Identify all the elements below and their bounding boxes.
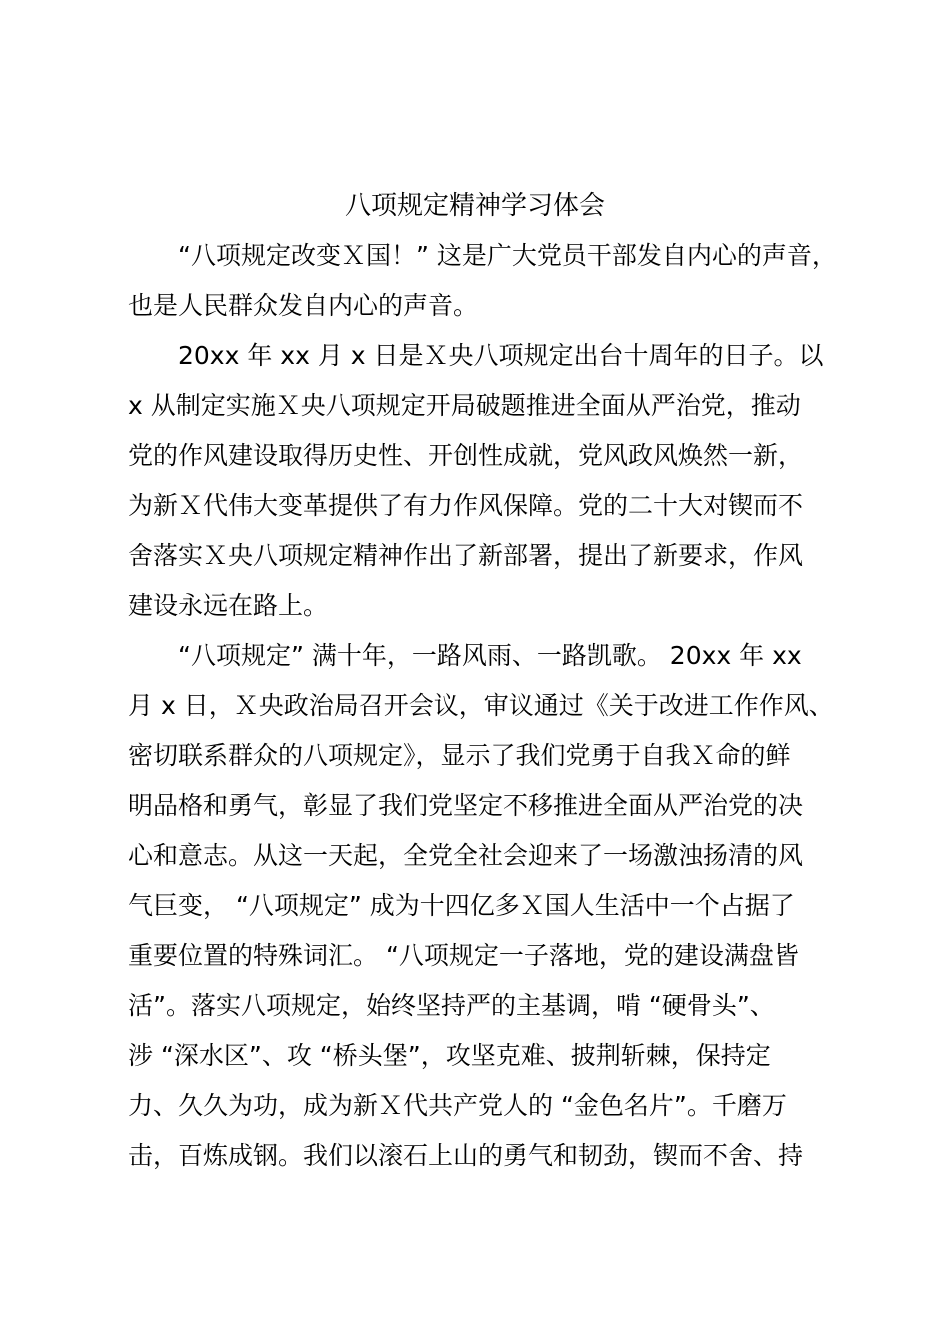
paragraph-line: 重要位置的特殊词汇。 “八项规定一子落地，党的建设满盘皆 [128,941,799,970]
paragraph-line: 为新Ｘ代伟大变革提供了有力作风保障。党的二十大对锲而不 [128,491,804,520]
paragraph-line: “八项规定” 满十年，一路风雨、一路凯歌。 20xx 年 xx [178,641,802,670]
document-body [128,231,837,1181]
paragraph-line: 也是人民群众发自内心的声音。 [128,291,479,320]
paragraph-line: 心和意志。从这一天起，全党全社会迎来了一场激浊扬清的风 [128,841,804,870]
paragraph-3 [128,631,834,1181]
paragraph-line: 击，百炼成钢。我们以滚石上山的勇气和韧劲，锲而不舍、持 [128,1141,804,1170]
paragraph-line: 气巨变， “八项规定” 成为十四亿多Ｘ国人生活中一个占据了 [128,891,795,920]
paragraph-line: 舍落实Ｘ央八项规定精神作出了新部署，提出了新要求，作风 [128,541,804,570]
document-title: 八项规定精神学习体会 [344,191,605,221]
paragraph-line: 密切联系群众的八项规定》，显示了我们党勇于自我Ｘ命的鲜 [128,741,791,770]
paragraph-line: 20xx 年 xx 月 x 日是Ｘ央八项规定出台十周年的日子。以 [178,341,824,370]
paragraph-line: 活”。落实八项规定，始终坚持严的主基调，啃 “硬骨头”、 [128,991,775,1020]
paragraph-line: 月 x 日，Ｘ央政治局召开会议，审议通过《关于改进工作作风、 [128,691,834,720]
paragraph-line: 力、久久为功，成为新Ｘ代共产党人的 “金色名片”。千磨万 [128,1091,787,1120]
paragraph-line: x 从制定实施Ｘ央八项规定开局破题推进全面从严治党，推动 [128,391,801,420]
paragraph-1 [128,231,837,331]
paragraph-line: 涉 “深水区”、攻 “桥头堡”，攻坚克难、披荆斩棘，保持定 [128,1041,771,1070]
paragraph-line: 明品格和勇气，彰显了我们党坚定不移推进全面从严治党的决 [128,791,804,820]
paragraph-line: 建设永远在路上。 [128,591,329,620]
paragraph-line: 党的作风建设取得历史性、开创性成就，党风政风焕然一新， [128,441,804,470]
paragraph-line: “八项规定改变Ｘ国！” 这是广大党员干部发自内心的声音， [178,241,837,270]
paragraph-2 [128,331,828,631]
